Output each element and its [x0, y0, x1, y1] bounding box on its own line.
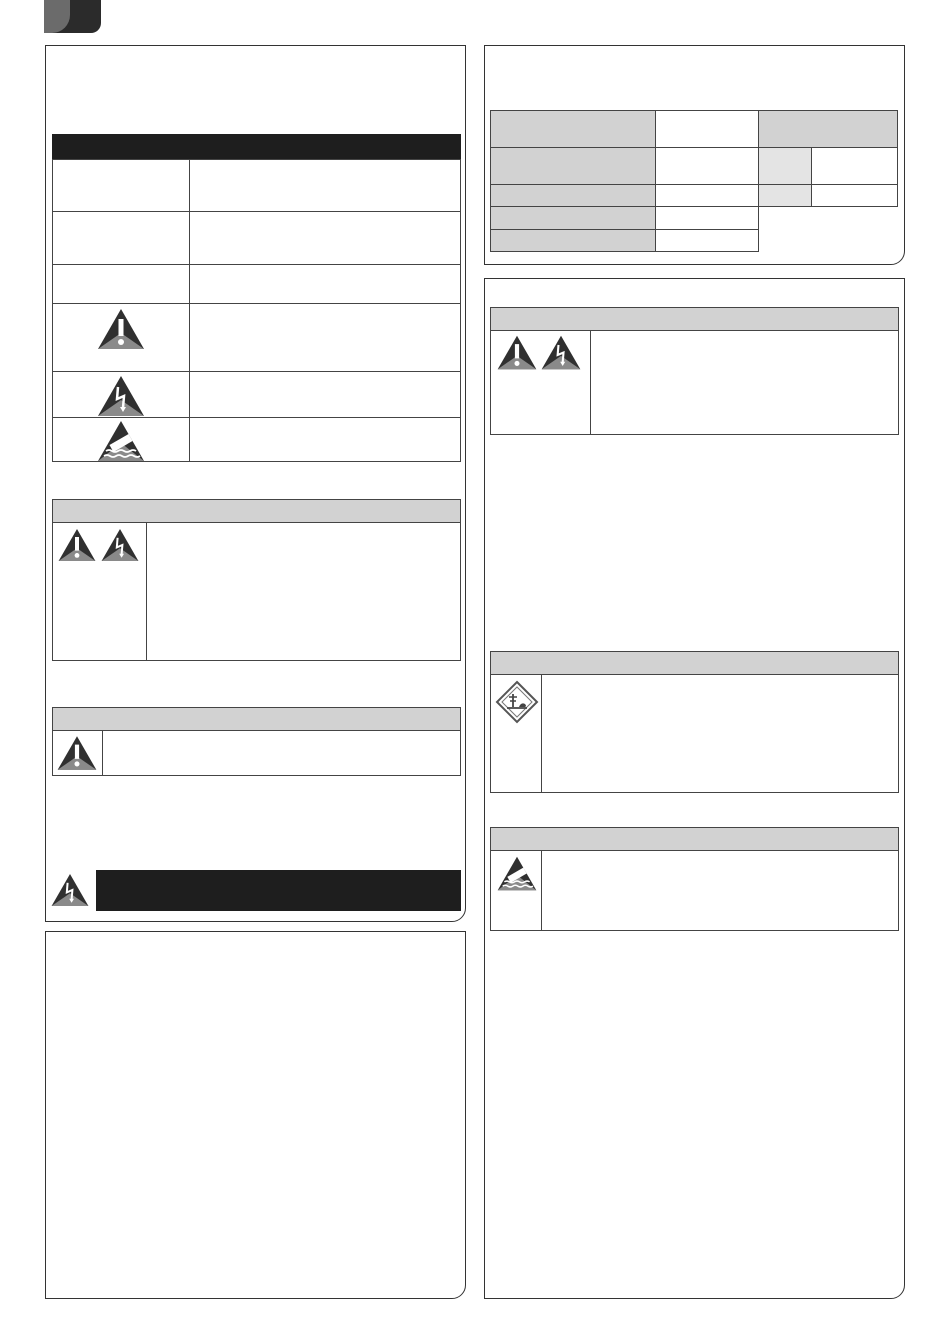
spec-table-cell — [655, 147, 759, 185]
submersion-warning-icon — [496, 855, 538, 892]
environment-box-header — [490, 651, 899, 675]
specifications-panel — [484, 45, 905, 265]
spec-table-cell — [811, 184, 898, 207]
caution-box — [52, 730, 461, 776]
warning-box-header — [52, 499, 461, 523]
electric-shock-icon — [50, 870, 90, 910]
symbols-panel — [45, 45, 466, 922]
table-row-divider — [52, 211, 461, 212]
spec-table-cell — [655, 110, 759, 148]
general-warning-icon — [496, 334, 538, 371]
caution-box-header — [52, 707, 461, 731]
general-warning-icon — [57, 527, 97, 563]
submersion-box — [490, 850, 899, 931]
electric-shock-icon — [540, 334, 582, 371]
electric-shock-icon — [96, 374, 146, 418]
spec-table-cell — [655, 206, 759, 230]
symbols-table-header — [52, 134, 461, 159]
spec-table-cell — [811, 147, 898, 185]
spec-table-cell — [758, 184, 812, 207]
spec-table-cell — [490, 184, 656, 207]
general-warning-icon — [96, 307, 146, 351]
environmental-hazard-icon — [495, 680, 539, 724]
spec-table-cell — [655, 184, 759, 207]
danger-banner — [96, 870, 461, 911]
spec-table-cell — [655, 229, 759, 252]
warning-box-header — [490, 307, 899, 331]
spec-table-cell — [490, 110, 656, 148]
spec-table-cell — [758, 110, 898, 148]
table-row-divider — [52, 303, 461, 304]
environment-box — [490, 674, 899, 793]
submersion-box-header — [490, 827, 899, 851]
electric-shock-icon — [100, 527, 140, 563]
spec-table-cell — [490, 206, 656, 230]
symbols-table — [52, 134, 461, 462]
spec-table-cell — [490, 147, 656, 185]
spec-table-cell — [758, 147, 812, 185]
submersion-warning-icon — [96, 419, 146, 463]
spec-table-cell — [490, 229, 656, 252]
general-warning-icon — [56, 734, 98, 772]
text-panel — [45, 931, 466, 1299]
safety-panel — [484, 278, 905, 1299]
corner-tab — [44, 0, 101, 33]
table-row-divider — [52, 371, 461, 372]
table-row-divider — [52, 264, 461, 265]
